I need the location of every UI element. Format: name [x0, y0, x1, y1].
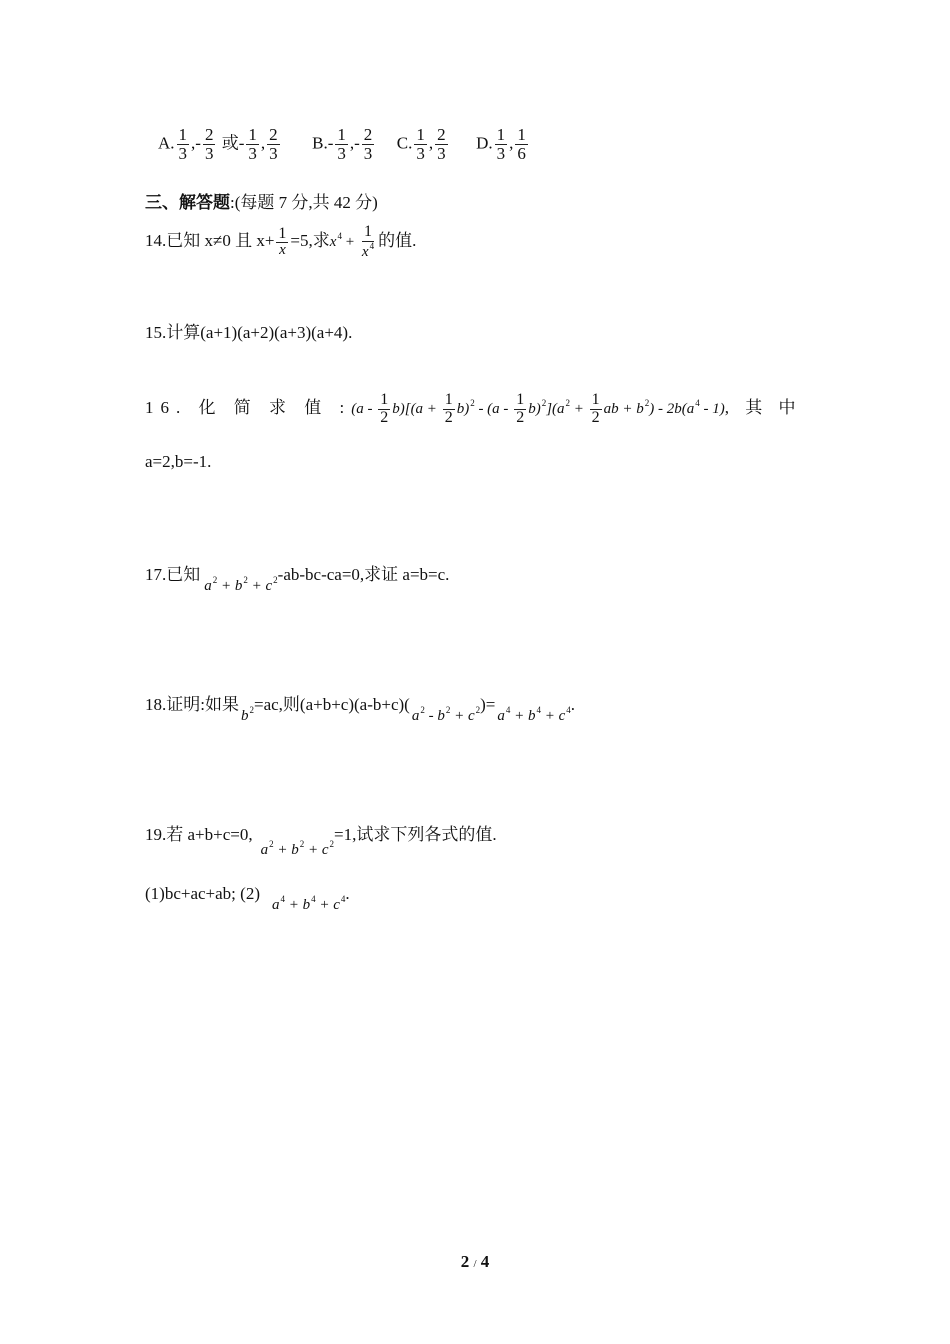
question-14: 14.已知 x≠0 且 x+ $\frac{1}{x}$ =5,求$x^4$ + $\frac{1}{x^4}$ 的值. — [145, 223, 417, 260]
fraction: $\frac{1}{2}$ — [380, 391, 389, 426]
question-19: 19.若 $a+b+c=0,a^2 + b^2 + c^2=1$,试求下列各式的值. — [145, 825, 497, 858]
math-expression: $a^2 + b^2 + c^2$ — [260, 839, 335, 858]
math-expression: $a^2 - b^2 + c^2$ — [411, 705, 481, 724]
fraction: $\frac{2}{3}$ — [363, 125, 373, 163]
question-18: 18.证明:如果$b^2=ac$,则$(a+b+c)(a-b+c)(a^2 - b^2 + c^2)=a^4 + b^4 + c^4$. — [145, 695, 576, 724]
option-d-label: D. — [476, 133, 493, 153]
fraction: $\frac{1}{2}$ — [591, 391, 600, 426]
section-heading — [145, 188, 378, 213]
answer-options: A. $\frac{1}{3}$ ,- $\frac{2}{3}$ 或- $\frac{1}{3}$ , $\frac{2}{3}$ B.- $\frac{1}{3}$ ,- $\frac{2}{3}$ C. $\frac{1}{3}$ , $\frac{2}{3}$ D. $\frac{1}{3}$ , $\frac{1}{6}$ — [158, 125, 526, 163]
fraction: $\frac{1}{6}$ — [517, 125, 526, 163]
math-expression: $a^4 + b^4 + c^4$ — [497, 705, 571, 724]
math-expression: $a^2 + b^2 + c^2$ — [204, 575, 278, 594]
fraction: $\frac{2}{3}$ — [437, 125, 446, 163]
fraction: $\frac{1}{3}$ — [416, 125, 425, 163]
fraction: $\frac{1}{x}$ — [278, 224, 287, 259]
question-16: 16. 化 简 求 值 :(a - $\frac{1}{2}$ b)[(a + $\frac{1}{2}$ b)$^2$ - (a - $\frac{1}{2}$ $b)^2](a^2$ + $\frac{1}{2}$ ab + $b^2) - 2b(a^4 - 1)$, 其 中 — [145, 391, 802, 426]
option-a-label: A. — [158, 133, 175, 153]
section-note: :(每题 7 分,共 42 分) — [230, 193, 378, 212]
fraction: $\frac{1}{2}$ — [516, 391, 525, 426]
fraction: $\frac{1}{3}$ — [496, 125, 506, 163]
question-19-parts: (1)bc+ac+ab; $(2)a^4 + b^4 + c^4$. — [145, 884, 350, 913]
fraction: $\frac{1}{3}$ — [248, 125, 257, 163]
fraction: $\frac{1}{2}$ — [444, 391, 453, 426]
question-17: 17.已知$a^2 + b^2 + c^2-ab-bc-ca=0$,求证 a=b=c. — [145, 565, 450, 594]
option-c-label: C. — [396, 133, 413, 153]
fraction: $\frac{1}{x^4}$ — [361, 223, 375, 260]
math-expression: $a^4 + b^4 + c^4$ — [271, 894, 346, 913]
fraction: $\frac{2}{3}$ — [204, 125, 214, 163]
fraction: $\frac{2}{3}$ — [269, 125, 278, 163]
fraction: $\frac{1}{3}$ — [178, 125, 188, 163]
math-expression: $b^2$ — [240, 705, 254, 724]
question-16-condition: a=2,b=-1. — [145, 452, 212, 471]
section-title: 三、解答题 — [145, 193, 230, 212]
fraction: $\frac{1}{3}$ — [337, 125, 346, 163]
page-number: 2 / 4 — [460, 1252, 490, 1271]
option-b-label: B.- — [312, 133, 334, 153]
question-15: 15.计算(a+1)(a+2)(a+3)(a+4). — [145, 323, 353, 342]
